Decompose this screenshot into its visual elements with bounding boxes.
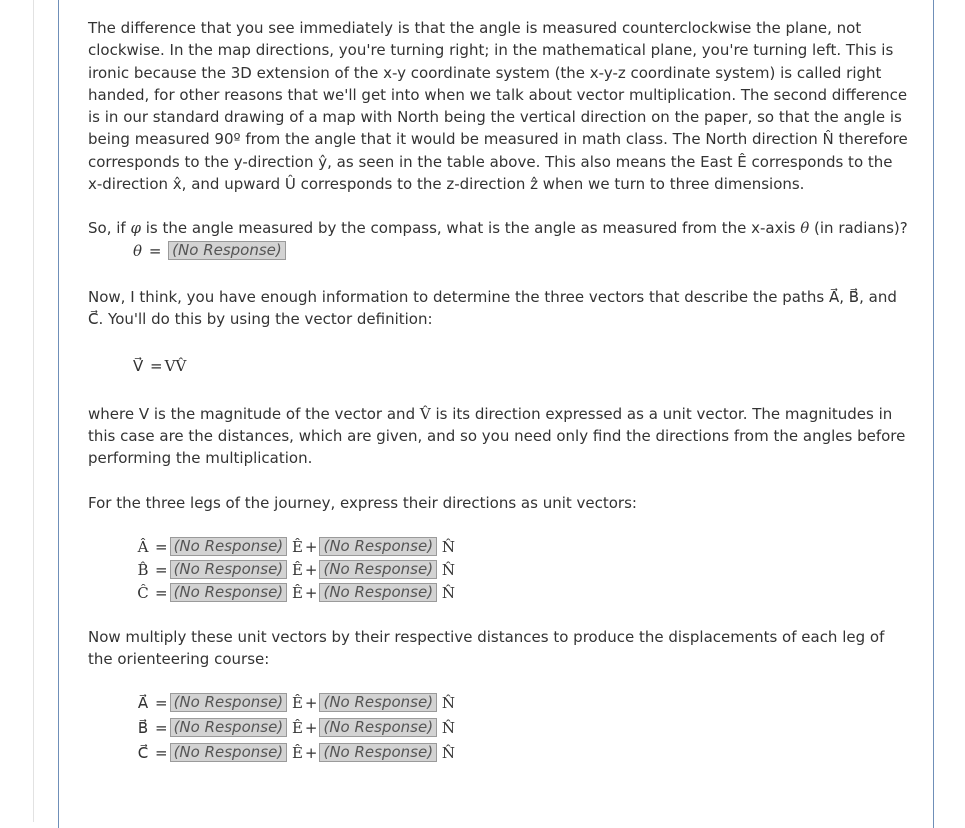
- v-hat-symbol: V̂: [419, 404, 431, 423]
- displacement-row-c: C⃗ = (No Response) Ê + (No Response) N̂: [137, 742, 455, 762]
- disp-a-north-response[interactable]: (No Response): [319, 693, 437, 712]
- disp-a-east-response[interactable]: (No Response): [170, 693, 288, 712]
- angle-question: So, if φ is the angle measured by the compass, what is the angle as measured from the x-axis θ (in radians)?: [88, 219, 908, 238]
- unit-a-east-response[interactable]: (No Response): [170, 537, 288, 556]
- vector-c-symbol: C⃗: [88, 310, 99, 329]
- page-divider: [33, 0, 34, 822]
- theta-label: θ: [133, 241, 143, 260]
- disp-b-north-response[interactable]: (No Response): [319, 718, 437, 737]
- unit-b-north-response[interactable]: (No Response): [319, 560, 437, 579]
- phi-symbol: φ: [130, 219, 141, 238]
- displacement-row-b: B⃗ = (No Response) Ê + (No Response) N̂: [137, 717, 455, 737]
- vector-a-symbol: A⃗: [828, 287, 840, 306]
- unit-vector-row-b: B̂ = (No Response) Ê + (No Response) N̂: [137, 560, 455, 580]
- vector-b-symbol: B⃗: [848, 287, 860, 306]
- disp-c-north-response[interactable]: (No Response): [319, 743, 437, 762]
- unit-c-east-response[interactable]: (No Response): [170, 583, 288, 602]
- vector-definition: V⃗ = VV̂: [133, 356, 187, 375]
- unit-vector-instructions: For the three legs of the journey, express their directions as unit vectors:: [88, 493, 637, 512]
- theta-equation: θ = (No Response): [88, 240, 908, 262]
- theta-symbol: θ: [800, 219, 810, 238]
- unit-vector-row-c: Ĉ = (No Response) Ê + (No Response) N̂: [137, 583, 455, 603]
- question-content: [88, 17, 908, 766]
- theta-response-field[interactable]: (No Response): [168, 241, 286, 260]
- displacement-equations: [88, 691, 908, 766]
- vectors-paragraph: Now, I think, you have enough information to determine the three vectors that describe the paths A⃗, B⃗, and C⃗. You'll do this by using the vector definition:: [88, 287, 897, 329]
- unit-vector-row-a: Â = (No Response) Ê + (No Response) N̂: [137, 537, 455, 557]
- displacement-instructions: Now multiply these unit vectors by their respective distances to produce the displacements of each leg of the orienteering course:: [88, 628, 885, 669]
- unit-a-north-response[interactable]: (No Response): [319, 537, 437, 556]
- magnitude-paragraph: where V is the magnitude of the vector and V̂ is its direction expressed as a unit vector. The magnitudes in this case are the distances, which are given, and so you need only find the directions from the angles before performing the multiplication.: [88, 404, 906, 468]
- unit-b-east-response[interactable]: (No Response): [170, 560, 288, 579]
- unit-c-north-response[interactable]: (No Response): [319, 583, 437, 602]
- displacement-row-a: A⃗ = (No Response) Ê + (No Response) N̂: [137, 692, 455, 712]
- disp-b-east-response[interactable]: (No Response): [170, 718, 288, 737]
- explanation-paragraph: The difference that you see immediately is that the angle is measured counterclockwise the plane, not clockwise. In the map directions, you're turning right; in the mathematical plane, you're turning left. This is ironic because the 3D extension of the x-y coordinate system (the x-y-z coordinate system) is called right handed, for other reasons that we'll get into when we talk about vector multiplication. The second difference is in our standard drawing of a map with North being the vertical direction on the paper, so that the angle is being measured 90º from the angle that it would be measured in math class. The North direction N̂ therefore corresponds to the y-direction ŷ, as seen in the table above. This also means the East Ê corresponds to the x-direction x̂, and upward Û corresponds to the z-direction ẑ when we turn to three dimensions.: [88, 19, 908, 194]
- disp-c-east-response[interactable]: (No Response): [170, 743, 288, 762]
- unit-vector-equations: [88, 536, 908, 605]
